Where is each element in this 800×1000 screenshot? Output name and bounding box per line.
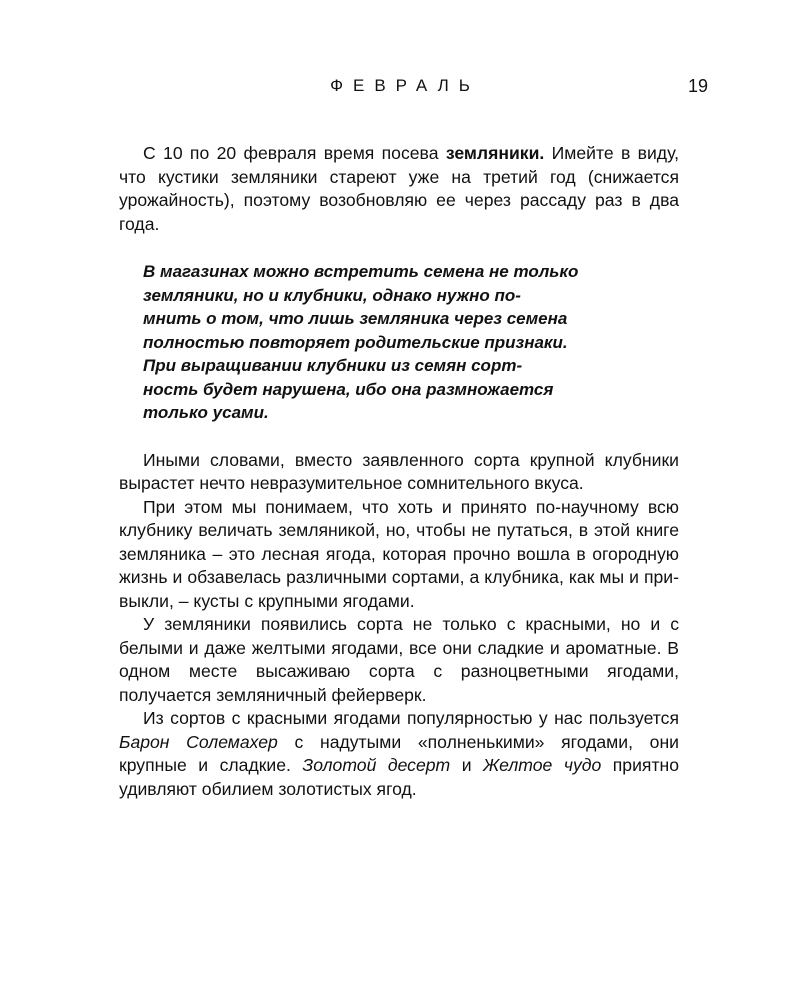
intro-paragraph [119,142,679,236]
p4-text-3: и [450,755,484,775]
callout-line: только усами. [143,403,269,422]
variety-name-yellow-wonder: Желтое чудо [483,755,602,775]
callout-line: В магазинах можно встретить семена не только [143,262,579,281]
callout-line: полностью повторяет родительские признаки. [143,332,568,352]
intro-text-after: Имейте в виду, что кустики земляники стареют уже на третий год (снижается урожайность), поэтому возобновляю ее через рассаду раз в два года. [119,143,679,234]
body-paragraph-1: Иными словами, вместо заявленного сорта крупной клубники вырастет нечто невразумительное сомнительного вкуса. [119,449,679,493]
intro-text-before: С 10 по 20 февраля время посева [143,143,446,163]
callout-line: мнить о том, что лишь земляника через семена [143,309,568,328]
intro-text-bold: земляники. [445,143,545,163]
variety-name-baron-solemacher: Барон Солемахер [119,731,278,752]
page-content [119,142,679,801]
p4-text-2: с надутыми «полненькими» ягодами, они крупные и сладкие. [119,731,679,775]
callout-line: При выращивании клубники из семян сорт- [143,356,523,375]
page-number: 19 [687,76,708,96]
body-paragraph-3: У земляники появились сорта не только с красными, но и с белыми и даже желтыми ягодами, все они сладкие и ароматные. В одном месте высаживаю сорта с разноцветными ягодами, получается земляничный фейерверк. [119,614,679,705]
chapter-title: ФЕВРАЛЬ [330,76,480,95]
callout-line: земляники, но и клубники, однако нужно по- [143,285,521,305]
page-header [0,76,800,100]
body-paragraph-4 [119,707,679,801]
variety-name-golden-dessert: Золотой десерт [302,755,451,775]
p4-text-1: Из сортов с красными ягодами популярностью у нас пользуется [143,708,679,728]
p4-text-4: приятно удивляют обилием золотистых ягод. [119,755,679,799]
callout-note [143,260,633,425]
body-paragraph-2: При этом мы понимаем, что хоть и принято по-научному всю клубнику величать земляникой, но, чтобы не путаться, в этой книге земляника – это лесная ягода, которая прочно вошла в огородную жизнь и обзавелась различными сортами, а клубника, как мы и привыкли, – кусты с крупными ягодами. [119,496,679,611]
callout-line: ность будет нарушена, ибо она размножается [143,379,554,399]
